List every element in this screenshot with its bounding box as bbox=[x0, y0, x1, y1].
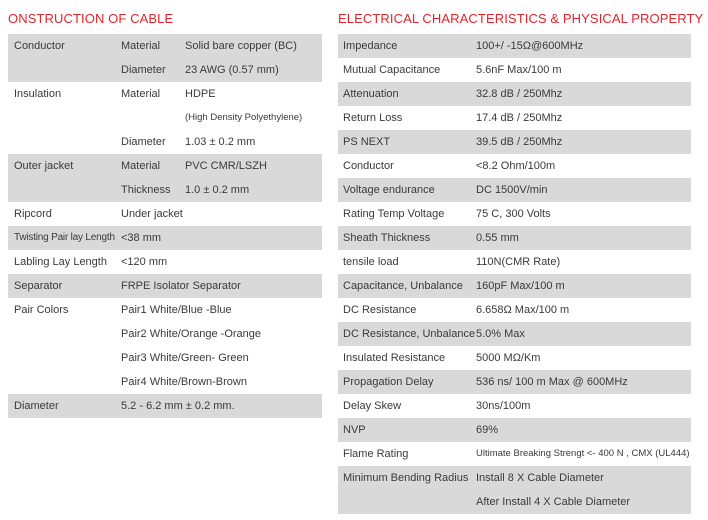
table-row bbox=[338, 274, 691, 298]
table-cell-c2: Ultimate Breaking Strengt <- 400 N , CMX (UL444) bbox=[476, 448, 690, 459]
table-row bbox=[338, 226, 691, 250]
table-row bbox=[338, 154, 691, 178]
table-cell-c2: 39.5 dB / 250Mhz bbox=[476, 136, 563, 148]
table-cell-c1: Mutual Capacitance bbox=[343, 64, 441, 76]
table-cell-c1: Conductor bbox=[343, 160, 394, 172]
table-row bbox=[338, 58, 691, 82]
table-cell-c3: 1.03 ± 0.2 mm bbox=[185, 136, 256, 148]
construction-table bbox=[8, 34, 322, 418]
table-row bbox=[338, 82, 691, 106]
table-row bbox=[338, 490, 691, 514]
table-cell-c2: 17.4 dB / 250Mhz bbox=[476, 112, 563, 124]
table-cell-c3: Solid bare copper (BC) bbox=[185, 40, 297, 52]
electrical-properties-table bbox=[338, 34, 691, 514]
table-row bbox=[338, 322, 691, 346]
table-cell-c2: Install 8 X Cable Diameter bbox=[476, 472, 604, 484]
table-row bbox=[8, 394, 322, 418]
table-cell-c2: Material bbox=[121, 40, 161, 52]
table-cell-c3: PVC CMR/LSZH bbox=[185, 160, 267, 172]
table-cell-c1: Sheath Thickness bbox=[343, 232, 431, 244]
table-cell-c2: Diameter bbox=[121, 136, 166, 148]
table-cell-c3: HDPE bbox=[185, 88, 216, 100]
table-row bbox=[8, 82, 322, 106]
table-cell-c1: Diameter bbox=[14, 400, 59, 412]
table-cell-c3: 1.0 ± 0.2 mm bbox=[185, 184, 250, 196]
table-row bbox=[338, 34, 691, 58]
table-row bbox=[338, 394, 691, 418]
table-cell-c2: <8.2 Ohm/100m bbox=[476, 160, 556, 172]
table-cell-c2: Pair3 White/Green- Green bbox=[121, 352, 249, 364]
table-cell-c1: PS NEXT bbox=[343, 136, 391, 148]
electrical-properties-heading: ELECTRICAL CHARACTERISTICS & PHYSICAL PROPERTY bbox=[338, 11, 704, 26]
table-cell-c1: Return Loss bbox=[343, 112, 403, 124]
table-row bbox=[8, 58, 322, 82]
construction-heading: ONSTRUCTION OF CABLE bbox=[8, 11, 174, 26]
table-row bbox=[338, 466, 691, 490]
table-row bbox=[338, 370, 691, 394]
table-row bbox=[338, 178, 691, 202]
table-cell-c1: Flame Rating bbox=[343, 448, 409, 460]
table-cell-c1: Separator bbox=[14, 280, 63, 292]
table-cell-c2: 32.8 dB / 250Mhz bbox=[476, 88, 563, 100]
table-cell-c2: Diameter bbox=[121, 64, 166, 76]
table-cell-c1: DC Resistance bbox=[343, 304, 417, 316]
table-row bbox=[8, 34, 322, 58]
table-cell-c2: 536 ns/ 100 m Max @ 600MHz bbox=[476, 376, 628, 388]
table-cell-c2: 5000 MΩ/Km bbox=[476, 352, 541, 364]
table-cell-c2: Pair4 White/Brown-Brown bbox=[121, 376, 247, 388]
table-cell-c2: 160pF Max/100 m bbox=[476, 280, 565, 292]
table-cell-c2: 100+/ -15Ω@600MHz bbox=[476, 40, 584, 52]
table-row bbox=[8, 298, 322, 322]
table-cell-c1: tensile load bbox=[343, 256, 399, 268]
table-cell-c2: 5.6nF Max/100 m bbox=[476, 64, 562, 76]
table-cell-c2: After Install 4 X Cable Diameter bbox=[476, 496, 631, 508]
table-cell-c2: 6.658Ω Max/100 m bbox=[476, 304, 570, 316]
table-row bbox=[338, 202, 691, 226]
table-cell-c2: 110N(CMR Rate) bbox=[476, 256, 561, 268]
table-cell-c3: (High Density Polyethylene) bbox=[185, 112, 303, 123]
table-cell-c1: Impedance bbox=[343, 40, 398, 52]
table-row bbox=[338, 346, 691, 370]
table-cell-c1: Insulation bbox=[14, 88, 62, 100]
table-cell-c2: <120 mm bbox=[121, 256, 168, 268]
table-cell-c2: DC 1500V/min bbox=[476, 184, 548, 196]
table-cell-c1: Outer jacket bbox=[14, 160, 74, 172]
table-row bbox=[8, 178, 322, 202]
table-row bbox=[8, 226, 322, 250]
table-cell-c2: <38 mm bbox=[121, 232, 162, 244]
table-cell-c2: Under jacket bbox=[121, 208, 183, 220]
table-cell-c2: Material bbox=[121, 160, 161, 172]
table-row bbox=[338, 442, 691, 466]
table-row bbox=[8, 250, 322, 274]
table-cell-c1: Propagation Delay bbox=[343, 376, 434, 388]
table-cell-c2: 0.55 mm bbox=[476, 232, 519, 244]
table-row bbox=[8, 346, 322, 370]
table-row bbox=[338, 106, 691, 130]
table-row bbox=[8, 130, 322, 154]
table-cell-c1: DC Resistance, Unbalance bbox=[343, 328, 476, 340]
table-row bbox=[8, 370, 322, 394]
table-cell-c2: FRPE Isolator Separator bbox=[121, 280, 241, 292]
table-cell-c2: Pair2 White/Orange -Orange bbox=[121, 328, 262, 340]
table-cell-c1: Ripcord bbox=[14, 208, 52, 220]
table-cell-c2: Material bbox=[121, 88, 161, 100]
table-row bbox=[338, 298, 691, 322]
table-row bbox=[8, 154, 322, 178]
table-cell-c1: Minimum Bending Radius bbox=[343, 472, 469, 484]
table-row bbox=[8, 322, 322, 346]
table-cell-c1: Pair Colors bbox=[14, 304, 69, 316]
table-cell-c2: Thickness bbox=[121, 184, 171, 196]
table-row bbox=[338, 418, 691, 442]
table-cell-c1: NVP bbox=[343, 424, 366, 436]
table-cell-c1: Voltage endurance bbox=[343, 184, 435, 196]
table-row bbox=[8, 106, 322, 130]
table-cell-c1: Labling Lay Length bbox=[14, 256, 107, 268]
table-cell-c2: Pair1 White/Blue -Blue bbox=[121, 304, 232, 316]
table-cell-c1: Conductor bbox=[14, 40, 65, 52]
table-cell-c2: 69% bbox=[476, 424, 499, 436]
table-cell-c2: 30ns/100m bbox=[476, 400, 531, 412]
table-cell-c1: Twisting Pair lay Length bbox=[14, 232, 115, 243]
table-cell-c1: Insulated Resistance bbox=[343, 352, 446, 364]
table-cell-c1: Capacitance, Unbalance bbox=[343, 280, 463, 292]
table-row bbox=[8, 274, 322, 298]
table-cell-c2: 75 C, 300 Volts bbox=[476, 208, 551, 220]
table-row bbox=[338, 250, 691, 274]
table-cell-c1: Attenuation bbox=[343, 88, 399, 100]
table-cell-c3: 23 AWG (0.57 mm) bbox=[185, 64, 279, 76]
table-cell-c2: 5.0% Max bbox=[476, 328, 525, 340]
table-cell-c1: Delay Skew bbox=[343, 400, 402, 412]
table-row bbox=[338, 130, 691, 154]
table-cell-c2: 5.2 - 6.2 mm ± 0.2 mm. bbox=[121, 400, 235, 412]
table-row bbox=[8, 202, 322, 226]
table-cell-c1: Rating Temp Voltage bbox=[343, 208, 445, 220]
